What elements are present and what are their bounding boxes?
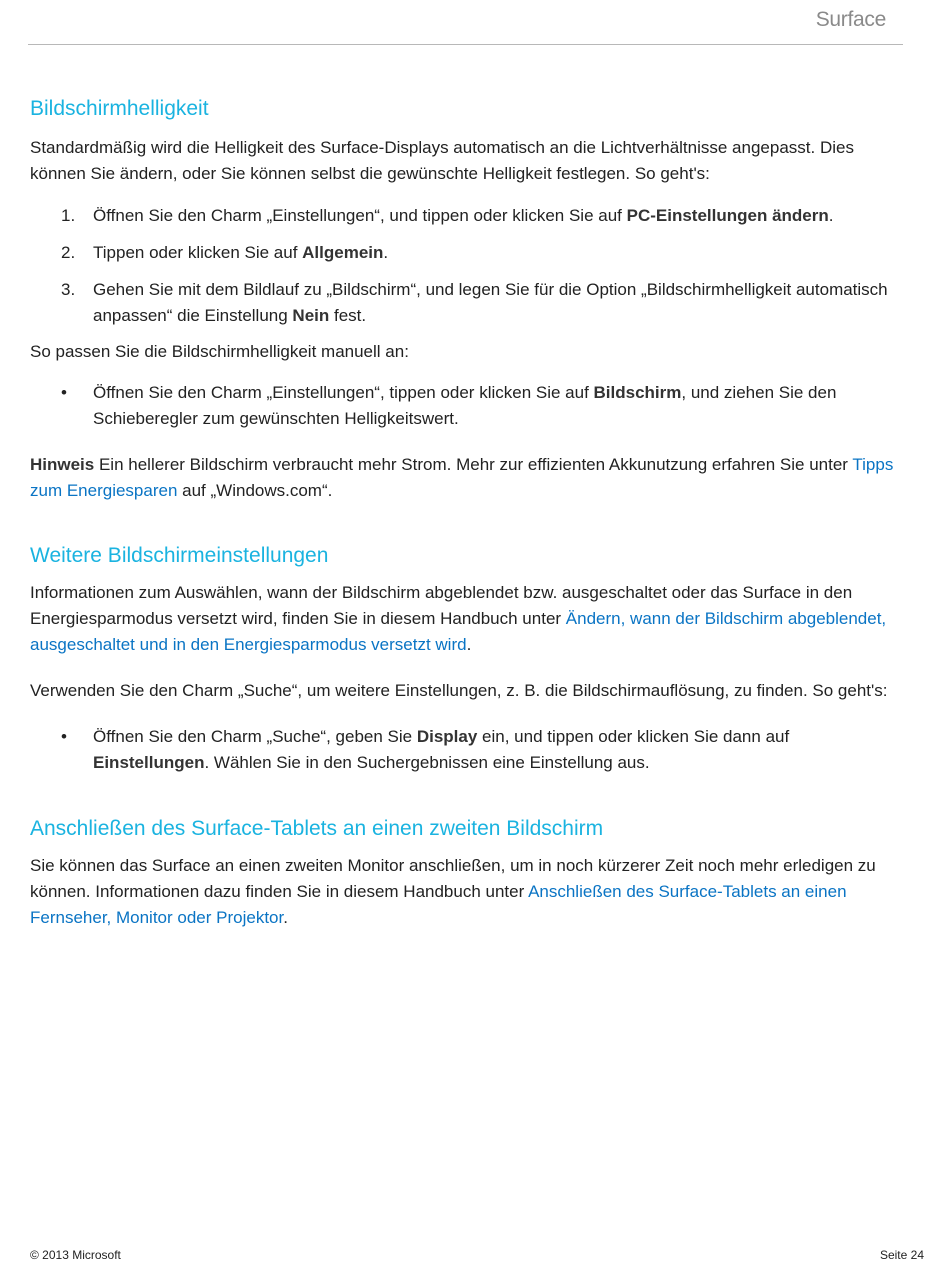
step-bold: PC-Einstellungen ändern [626,206,829,225]
list-item [30,277,910,329]
step-number: 1. [61,206,76,225]
paragraph-text-end: . [466,635,472,654]
dim-settings-link[interactable]: Ändern, wann der Bildschirm abgeblendet, ausgeschaltet und in den Energiesparmodus versetzt wird [30,609,887,654]
bullet-bold: Display [416,727,478,746]
manual-intro: So passen Sie die Bildschirmhelligkeit manuell an: [30,342,409,361]
paragraph-text: Informationen zum Auswählen, wann der Bildschirm abgeblendet bzw. ausgeschaltet oder das Surface in den Energiesparmodus versetzt wird, finden Sie in diesem Handbuch unter [30,583,853,628]
bullet-bold: Einstellungen [93,753,205,772]
step-text-end: fest. [329,306,367,325]
paragraph-text: Sie können das Surface an einen zweiten Monitor anschließen, um in noch kürzerer Zeit noch mehr erledigen zu können. Informationen dazu finden Sie in diesem Handbuch unter [30,856,876,901]
note-label: Hinweis [30,455,95,474]
step-text: Öffnen Sie den Charm „Einstellungen“, und tippen oder klicken Sie auf [93,206,627,225]
heading-weitere-einstellungen: Weitere Bildschirmeinstellungen [30,544,329,567]
step-text-end: . [383,243,389,262]
step-number: 3. [61,280,76,299]
bullet-bold: Bildschirm [593,383,682,402]
page-content [30,92,910,931]
surface-logo: Surface [815,8,886,31]
bullet-text: ein, und tippen oder klicken Sie dann auf [477,727,790,746]
energy-tips-link[interactable]: Tipps zum Energiesparen [30,455,894,500]
list-item [30,724,910,776]
steps-list [30,203,910,329]
step-text: Tippen oder klicken Sie auf [93,243,303,262]
step-number: 2. [61,243,76,262]
heading-bildschirmhelligkeit: Bildschirmhelligkeit [30,97,209,120]
paragraph-text-end: . [283,908,288,927]
step-bold: Nein [292,306,330,325]
bullet-mark: • [61,383,67,402]
display-settings-paragraph [30,580,910,658]
note-paragraph [30,452,910,504]
header-divider [28,44,903,45]
list-item [30,240,910,266]
bullet-text: Öffnen Sie den Charm „Einstellungen“, tippen oder klicken Sie auf [93,383,594,402]
step-text: Gehen Sie mit dem Bildlauf zu „Bildschirm“, und legen Sie für die Option „Bildschirmhelligkeit automatisch anpassen“ die Einstellung [93,280,888,325]
copyright: © 2013 Microsoft [30,1248,121,1262]
bullet-mark: • [61,727,67,746]
bullet-text-end: , und ziehen Sie den Schieberegler zum gewünschten Helligkeitswert. [93,383,837,428]
list-item [30,380,910,432]
bullet-text: Öffnen Sie den Charm „Suche“, geben Sie [93,727,417,746]
note-text: Ein hellerer Bildschirm verbraucht mehr Strom. Mehr zur effizienten Akkunutzung erfahren Sie unter [94,455,853,474]
step-text-end: . [828,206,834,225]
connect-display-link[interactable]: Anschließen des Surface-Tablets an einen Fernseher, Monitor oder Projektor [30,882,847,927]
step-bold: Allgemein [302,243,384,262]
second-monitor-paragraph [30,853,910,931]
note-text-end: auf „Windows.com“. [177,481,333,500]
search-charm-paragraph: Verwenden Sie den Charm „Suche“, um weitere Einstellungen, z. B. die Bildschirmauflösung, zu finden. So geht's: [30,681,888,700]
page-number: Seite 24 [879,1248,924,1262]
bullet-text-end: . Wählen Sie in den Suchergebnissen eine Einstellung aus. [204,753,650,772]
heading-zweiter-bildschirm: Anschließen des Surface-Tablets an einen zweiten Bildschirm [30,817,604,840]
list-item [30,203,910,229]
intro-paragraph: Standardmäßig wird die Helligkeit des Surface-Displays automatisch an die Lichtverhältnisse angepasst. Dies können Sie ändern, oder Sie können selbst die gewünschte Helligkeit festlegen. So geht's: [30,138,854,183]
